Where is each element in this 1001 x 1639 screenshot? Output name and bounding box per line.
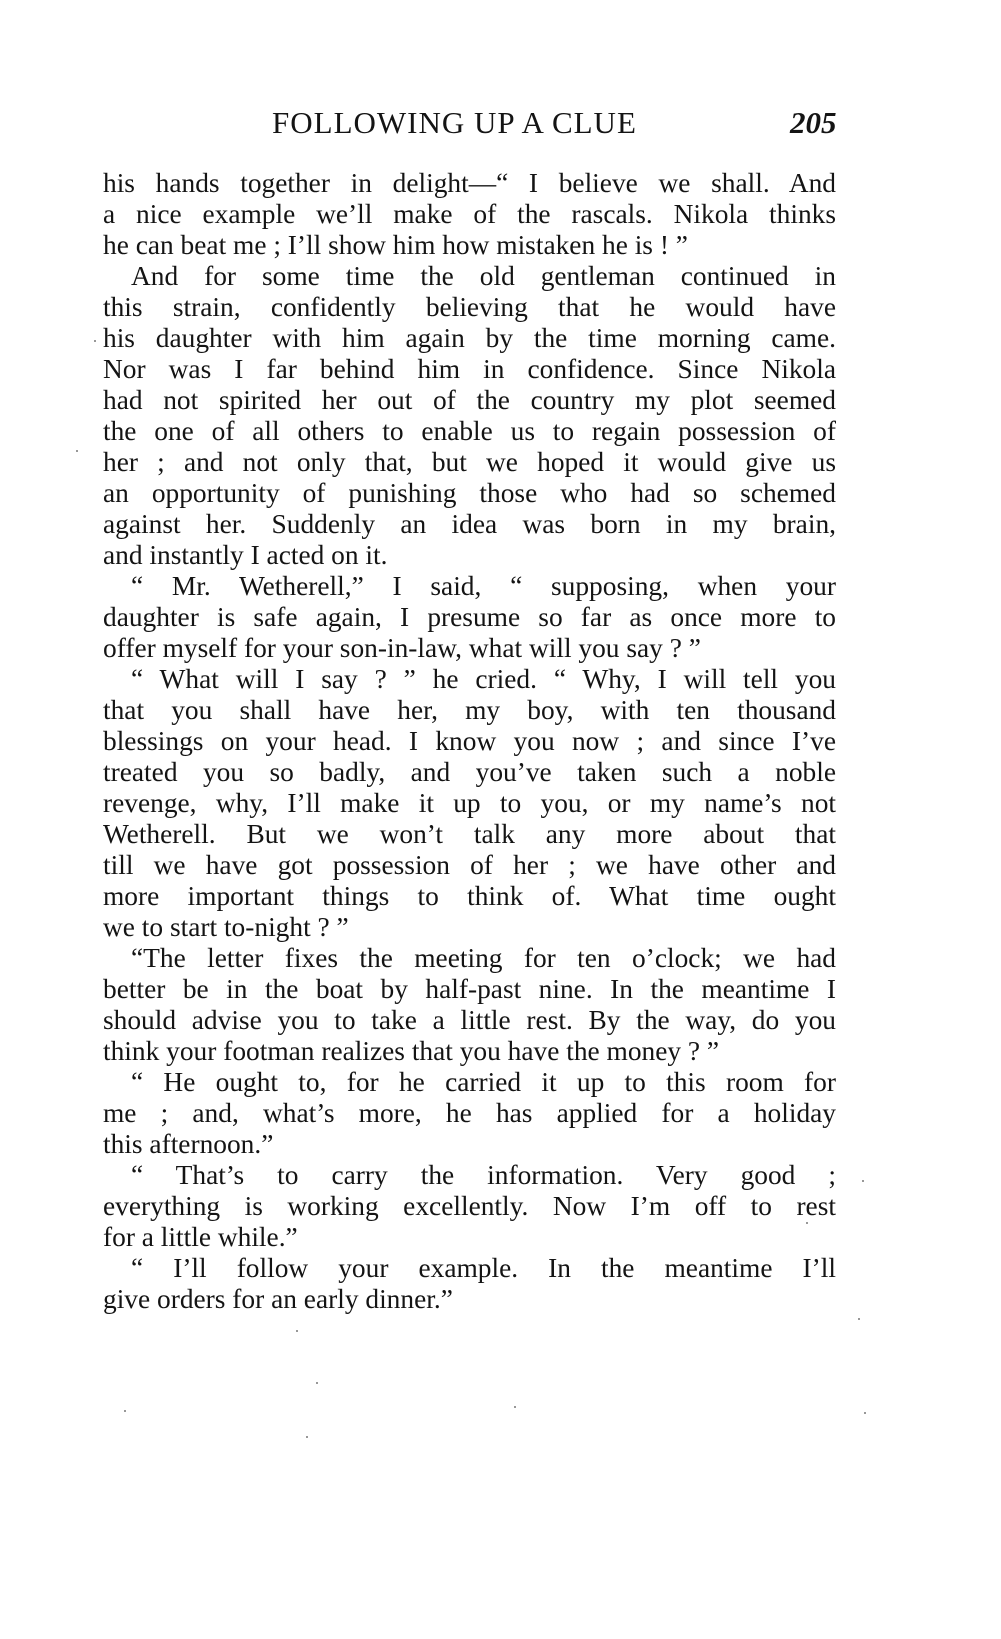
text-line: me ; and, what’s more, he has applied for a holiday <box>103 1098 836 1128</box>
text-line: think your footman realizes that you have the money ? ” <box>103 1036 720 1066</box>
text-line: “ Mr. Wetherell,” I said, “ supposing, when your <box>131 571 836 601</box>
text-line: against her. Suddenly an idea was born in my brain, <box>103 509 836 539</box>
text-line: daughter is safe again, I presume so far as once more to <box>103 602 836 632</box>
text-line: he can beat me ; I’ll show him how mistaken he is ! ” <box>103 230 688 260</box>
text-line: blessings on your head. I know you now ; and since I’ve <box>103 726 836 756</box>
text-line: more important things to think of. What time ought <box>103 881 836 911</box>
text-line: that you shall have her, my boy, with ten thousand <box>103 695 836 725</box>
text-line: Nor was I far behind him in confidence. Since Nikola <box>103 354 836 384</box>
text-line: “ What will I say ? ” he cried. “ Why, I will tell you <box>131 664 836 694</box>
body-text <box>103 168 836 1315</box>
text-line: offer myself for your son-in-law, what will you say ? ” <box>103 633 701 663</box>
text-line: had not spirited her out of the country my plot seemed <box>103 385 836 415</box>
print-speck <box>124 1410 126 1412</box>
text-line: the one of all others to enable us to regain possession of <box>103 416 836 446</box>
print-speck <box>94 340 96 342</box>
text-line: his daughter with him again by the time morning came. <box>103 323 836 353</box>
text-line: for a little while.” <box>103 1222 298 1252</box>
text-line: “The letter fixes the meeting for ten o’clock; we had <box>131 943 836 973</box>
text-line: “ That’s to carry the information. Very good ; <box>131 1160 836 1190</box>
text-line: “ I’ll follow your example. In the meantime I’ll <box>131 1253 836 1283</box>
text-line: her ; and not only that, but we hoped it would give us <box>103 447 836 477</box>
print-speck <box>858 1318 860 1320</box>
text-line: and instantly I acted on it. <box>103 540 388 570</box>
text-line: give orders for an early dinner.” <box>103 1284 453 1314</box>
text-line: “ He ought to, for he carried it up to this room for <box>131 1067 836 1097</box>
running-title: FOLLOWING UP A CLUE <box>272 105 637 140</box>
text-line: better be in the boat by half-past nine. In the meantime I <box>103 974 836 1004</box>
text-line: an opportunity of punishing those who had so schemed <box>103 478 836 508</box>
text-line: this strain, confidently believing that he would have <box>103 292 836 322</box>
text-line: a nice example we’ll make of the rascals. Nikola thinks <box>103 199 836 229</box>
text-line: And for some time the old gentleman continued in <box>131 261 836 291</box>
text-line: till we have got possession of her ; we have other and <box>103 850 836 880</box>
print-speck <box>862 1180 864 1182</box>
page-number: 205 <box>790 105 837 140</box>
print-speck <box>864 1412 866 1414</box>
text-line: treated you so badly, and you’ve taken such a noble <box>103 757 836 787</box>
print-speck <box>514 1406 516 1408</box>
text-line: this afternoon.” <box>103 1129 274 1159</box>
text-line: should advise you to take a little rest. By the way, do you <box>103 1005 836 1035</box>
text-line: revenge, why, I’ll make it up to you, or my name’s not <box>103 788 836 818</box>
print-speck <box>296 1330 298 1332</box>
print-speck <box>806 1222 808 1224</box>
text-line: Wetherell. But we won’t talk any more about that <box>103 819 836 849</box>
text-line: we to start to-night ? ” <box>103 912 349 942</box>
print-speck <box>76 450 78 452</box>
print-speck <box>306 1436 308 1438</box>
text-line: everything is working excellently. Now I’m off to rest <box>103 1191 836 1221</box>
text-line: his hands together in delight—“ I believe we shall. And <box>103 168 836 198</box>
print-speck <box>316 1382 318 1384</box>
